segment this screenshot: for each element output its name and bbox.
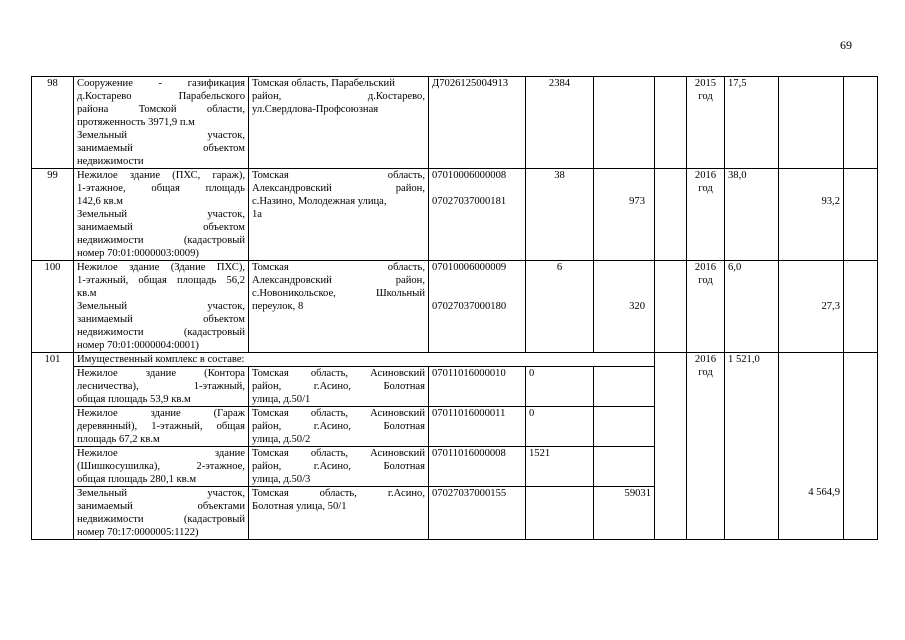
quantity-value: 1521 — [526, 447, 594, 487]
year-cell: 2015 год — [687, 77, 725, 169]
value-cell: 1 521,0 — [725, 353, 779, 540]
value-cell: 38,0 — [725, 169, 779, 261]
value-cell: 6,0 — [725, 261, 779, 353]
value2-cell — [779, 77, 844, 169]
object-name: Нежилое здание (ПХС, гараж), 1-этажное, общая площадь 142,6 кв.м Земельный участок, занимаемый объектом недвижимости (кадастровый номер 70:01:0000003:0009) — [74, 169, 249, 261]
object-name: Нежилое здание (Гараж деревянный), 1-этажный, общая площадь 67,2 кв.м — [74, 407, 249, 447]
cadastral-number: 07027037000155 — [429, 487, 526, 540]
table-row — [32, 353, 878, 367]
quantity-value: 6 — [526, 261, 594, 353]
empty-cell — [844, 169, 878, 261]
object-name: Нежилое здание (Контора лесничества), 1-этажный, общая площадь 53,9 кв.м — [74, 367, 249, 407]
empty-cell — [844, 77, 878, 169]
value-cell: 17,5 — [725, 77, 779, 169]
area-value — [594, 407, 655, 447]
object-address: Томская область, Александровский район, с.Новоникольское, Школьный переулок, 8 — [249, 261, 429, 353]
row-number: 100 — [32, 261, 74, 353]
object-name: Сооружение - газификация д.Костарево Парабельского района Томской области, протяженность 3971,9 п.м Земельный участок, занимаемый объектом недвижимости — [74, 77, 249, 169]
area-value — [594, 447, 655, 487]
property-register-table — [31, 76, 878, 540]
object-name: Нежилое здание (Шишкосушилка), 2-этажное, общая площадь 280,1 кв.м — [74, 447, 249, 487]
cadastral-number: Д7026125004913 — [429, 77, 526, 169]
cadastral-number: 07010006000009 07027037000180 — [429, 261, 526, 353]
area-value: 320 — [594, 261, 655, 353]
cadastral-number: 07010006000008 07027037000181 — [429, 169, 526, 261]
empty-cell — [655, 261, 687, 353]
cadastral-number: 07011016000008 — [429, 447, 526, 487]
year-cell: 2016 год — [687, 261, 725, 353]
year-cell: 2016 год — [687, 353, 725, 540]
object-address: Томская область, Асиновский район, г.Асино, Болотная улица, д.50/1 — [249, 367, 429, 407]
empty-cell — [844, 261, 878, 353]
object-name: Земельный участок, занимаемый объектами недвижимости (кадастровый номер 70:17:0000005:1122) — [74, 487, 249, 540]
quantity-value: 0 — [526, 367, 594, 407]
table-row — [32, 169, 878, 261]
object-address: Томская область, Асиновский район, г.Асино, Болотная улица, д.50/3 — [249, 447, 429, 487]
empty-cell — [655, 353, 687, 540]
table-row — [32, 261, 878, 353]
value2-cell: 4 564,9 — [779, 353, 844, 540]
object-address: Томская область, Александровский район, с.Назино, Молодежная улица, 1а — [249, 169, 429, 261]
quantity-value: 2384 — [526, 77, 594, 169]
quantity-value — [526, 487, 594, 540]
quantity-value: 38 — [526, 169, 594, 261]
area-value: 973 — [594, 169, 655, 261]
cadastral-number: 07011016000011 — [429, 407, 526, 447]
page-number: 69 — [840, 38, 852, 52]
empty-cell — [655, 169, 687, 261]
complex-header: Имущественный комплекс в составе: — [74, 353, 655, 367]
value2-cell: 27,3 — [779, 261, 844, 353]
object-address: Томская область, Асиновский район, г.Асино, Болотная улица, д.50/2 — [249, 407, 429, 447]
cadastral-number: 07011016000010 — [429, 367, 526, 407]
row-number: 98 — [32, 77, 74, 169]
empty-cell — [844, 353, 878, 540]
value2-cell: 93,2 — [779, 169, 844, 261]
row-number: 99 — [32, 169, 74, 261]
object-address: Томская область, Парабельский район, д.Костарево, ул.Свердлова-Профсоюзная — [249, 77, 429, 169]
area-value: 59031 — [594, 487, 655, 540]
area-value — [594, 367, 655, 407]
row-number: 101 — [32, 353, 74, 540]
table-row — [32, 77, 878, 169]
object-name: Нежилое здание (Здание ПХС), 1-этажный, общая площадь 56,2 кв.м Земельный участок, занимаемый объектом недвижимости (кадастровый номер 70:01:0000004:0001) — [74, 261, 249, 353]
empty-cell — [655, 77, 687, 169]
year-cell: 2016 год — [687, 169, 725, 261]
area-value — [594, 77, 655, 169]
object-address: Томская область, г.Асино, Болотная улица, 50/1 — [249, 487, 429, 540]
quantity-value: 0 — [526, 407, 594, 447]
